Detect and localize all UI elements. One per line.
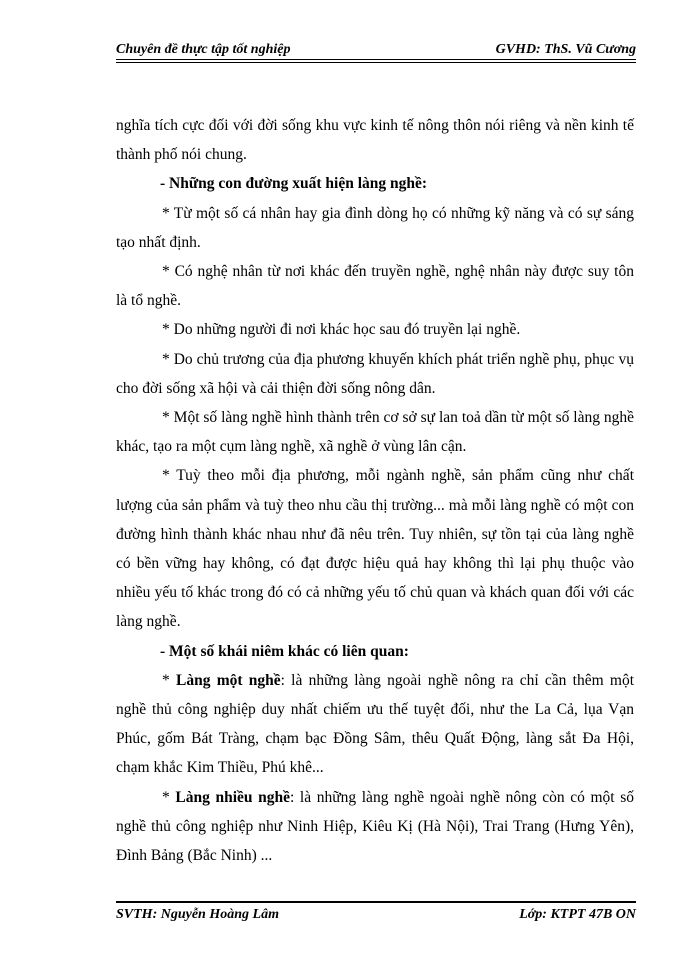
header-rule bbox=[116, 59, 636, 63]
paragraph-3: * Có nghệ nhân từ nơi khác đến truyền nghề, nghệ nhân này được suy tôn là tổ nghề. bbox=[116, 263, 634, 310]
paragraph-6: * Một số làng nghề hình thành trên cơ sở sự lan toả dần từ một số làng nghề khác, tạo ra một cụm làng nghề, xã nghề ở vùng lân cận. bbox=[116, 409, 634, 456]
page-header bbox=[116, 42, 636, 58]
paragraph-2: * Từ một số cá nhân hay gia đình dòng họ có những kỹ năng và có sự sáng tạo nhất định. bbox=[116, 204, 634, 251]
heading-2 bbox=[116, 637, 634, 666]
heading-1-text: - Những con đường xuất hiện làng nghề: bbox=[160, 175, 428, 193]
paragraph-7: * Tuỳ theo mỗi địa phương, mỗi ngành nghề, sản phẩm cũng như chất lượng của sản phẩm và tuỳ theo nhu cầu thị trường... mà mỗi làng nghề có một con đường hình thành khác nhau như đã nêu trên. Tuy nhiên, sự tồn tại của làng nghề có bền vững hay không, có đạt được hiệu quả hay không thì lại phụ thuộc vào nhiều yếu tố khác trong đó có cả những yếu tố chủ quan và khách quan đối với các làng nghề. bbox=[116, 467, 634, 631]
paragraph-5: * Do chủ trương của địa phương khuyến khích phát triển nghề phụ, phục vụ cho đời sống xã hội và cải thiện đời sống nông dân. bbox=[116, 350, 634, 397]
bullet-prefix: * bbox=[162, 671, 176, 689]
paragraph-8 bbox=[116, 666, 634, 783]
document-body bbox=[116, 111, 634, 870]
footer-rule bbox=[116, 901, 636, 903]
term-multi-craft-village: Làng nhiều nghề bbox=[175, 788, 290, 806]
footer-student: SVTH: Nguyễn Hoàng Lâm bbox=[116, 907, 279, 922]
paragraph-9-text: : là những làng nghề ngoài nghề nông còn có một số nghề thủ công nghiệp như Ninh Hiệp, Kiêu Kị (Hà Nội), Trai Trang (Hưng Yên), Đình Bảng (Bắc Ninh) ... bbox=[116, 788, 634, 865]
bullet-prefix: * bbox=[162, 788, 176, 806]
paragraph-8-text: : là những làng ngoài nghề nông ra chỉ cần thêm một nghề thủ công nghiệp duy nhất chiếm ưu thế tuyệt đối, như the La Cả, lụa Vạn Phúc, gốm Bát Tràng, chạm bạc Đồng Sâm, thêu Quất Động, làng sắt Đa Hội, chạm khắc Kim Thiều, Phú khê... bbox=[116, 671, 635, 777]
paragraph-4: * Do những người đi nơi khác học sau đó truyền lại nghề. bbox=[162, 321, 521, 339]
header-title: Chuyên đề thực tập tốt nghiệp bbox=[116, 42, 291, 57]
header-advisor: GVHD: ThS. Vũ Cương bbox=[495, 42, 636, 57]
term-single-craft-village: Làng một nghề bbox=[176, 671, 281, 689]
heading-1 bbox=[116, 169, 634, 198]
page-footer bbox=[116, 907, 636, 923]
footer-class: Lớp: KTPT 47B ON bbox=[519, 907, 636, 922]
paragraph-9 bbox=[116, 783, 634, 871]
heading-2-text: - Một số khái niêm khác có liên quan: bbox=[160, 642, 409, 660]
paragraph-1: nghĩa tích cực đối với đời sống khu vực kinh tế nông thôn nói riêng và nền kinh tế thành phố nói chung. bbox=[116, 117, 634, 164]
